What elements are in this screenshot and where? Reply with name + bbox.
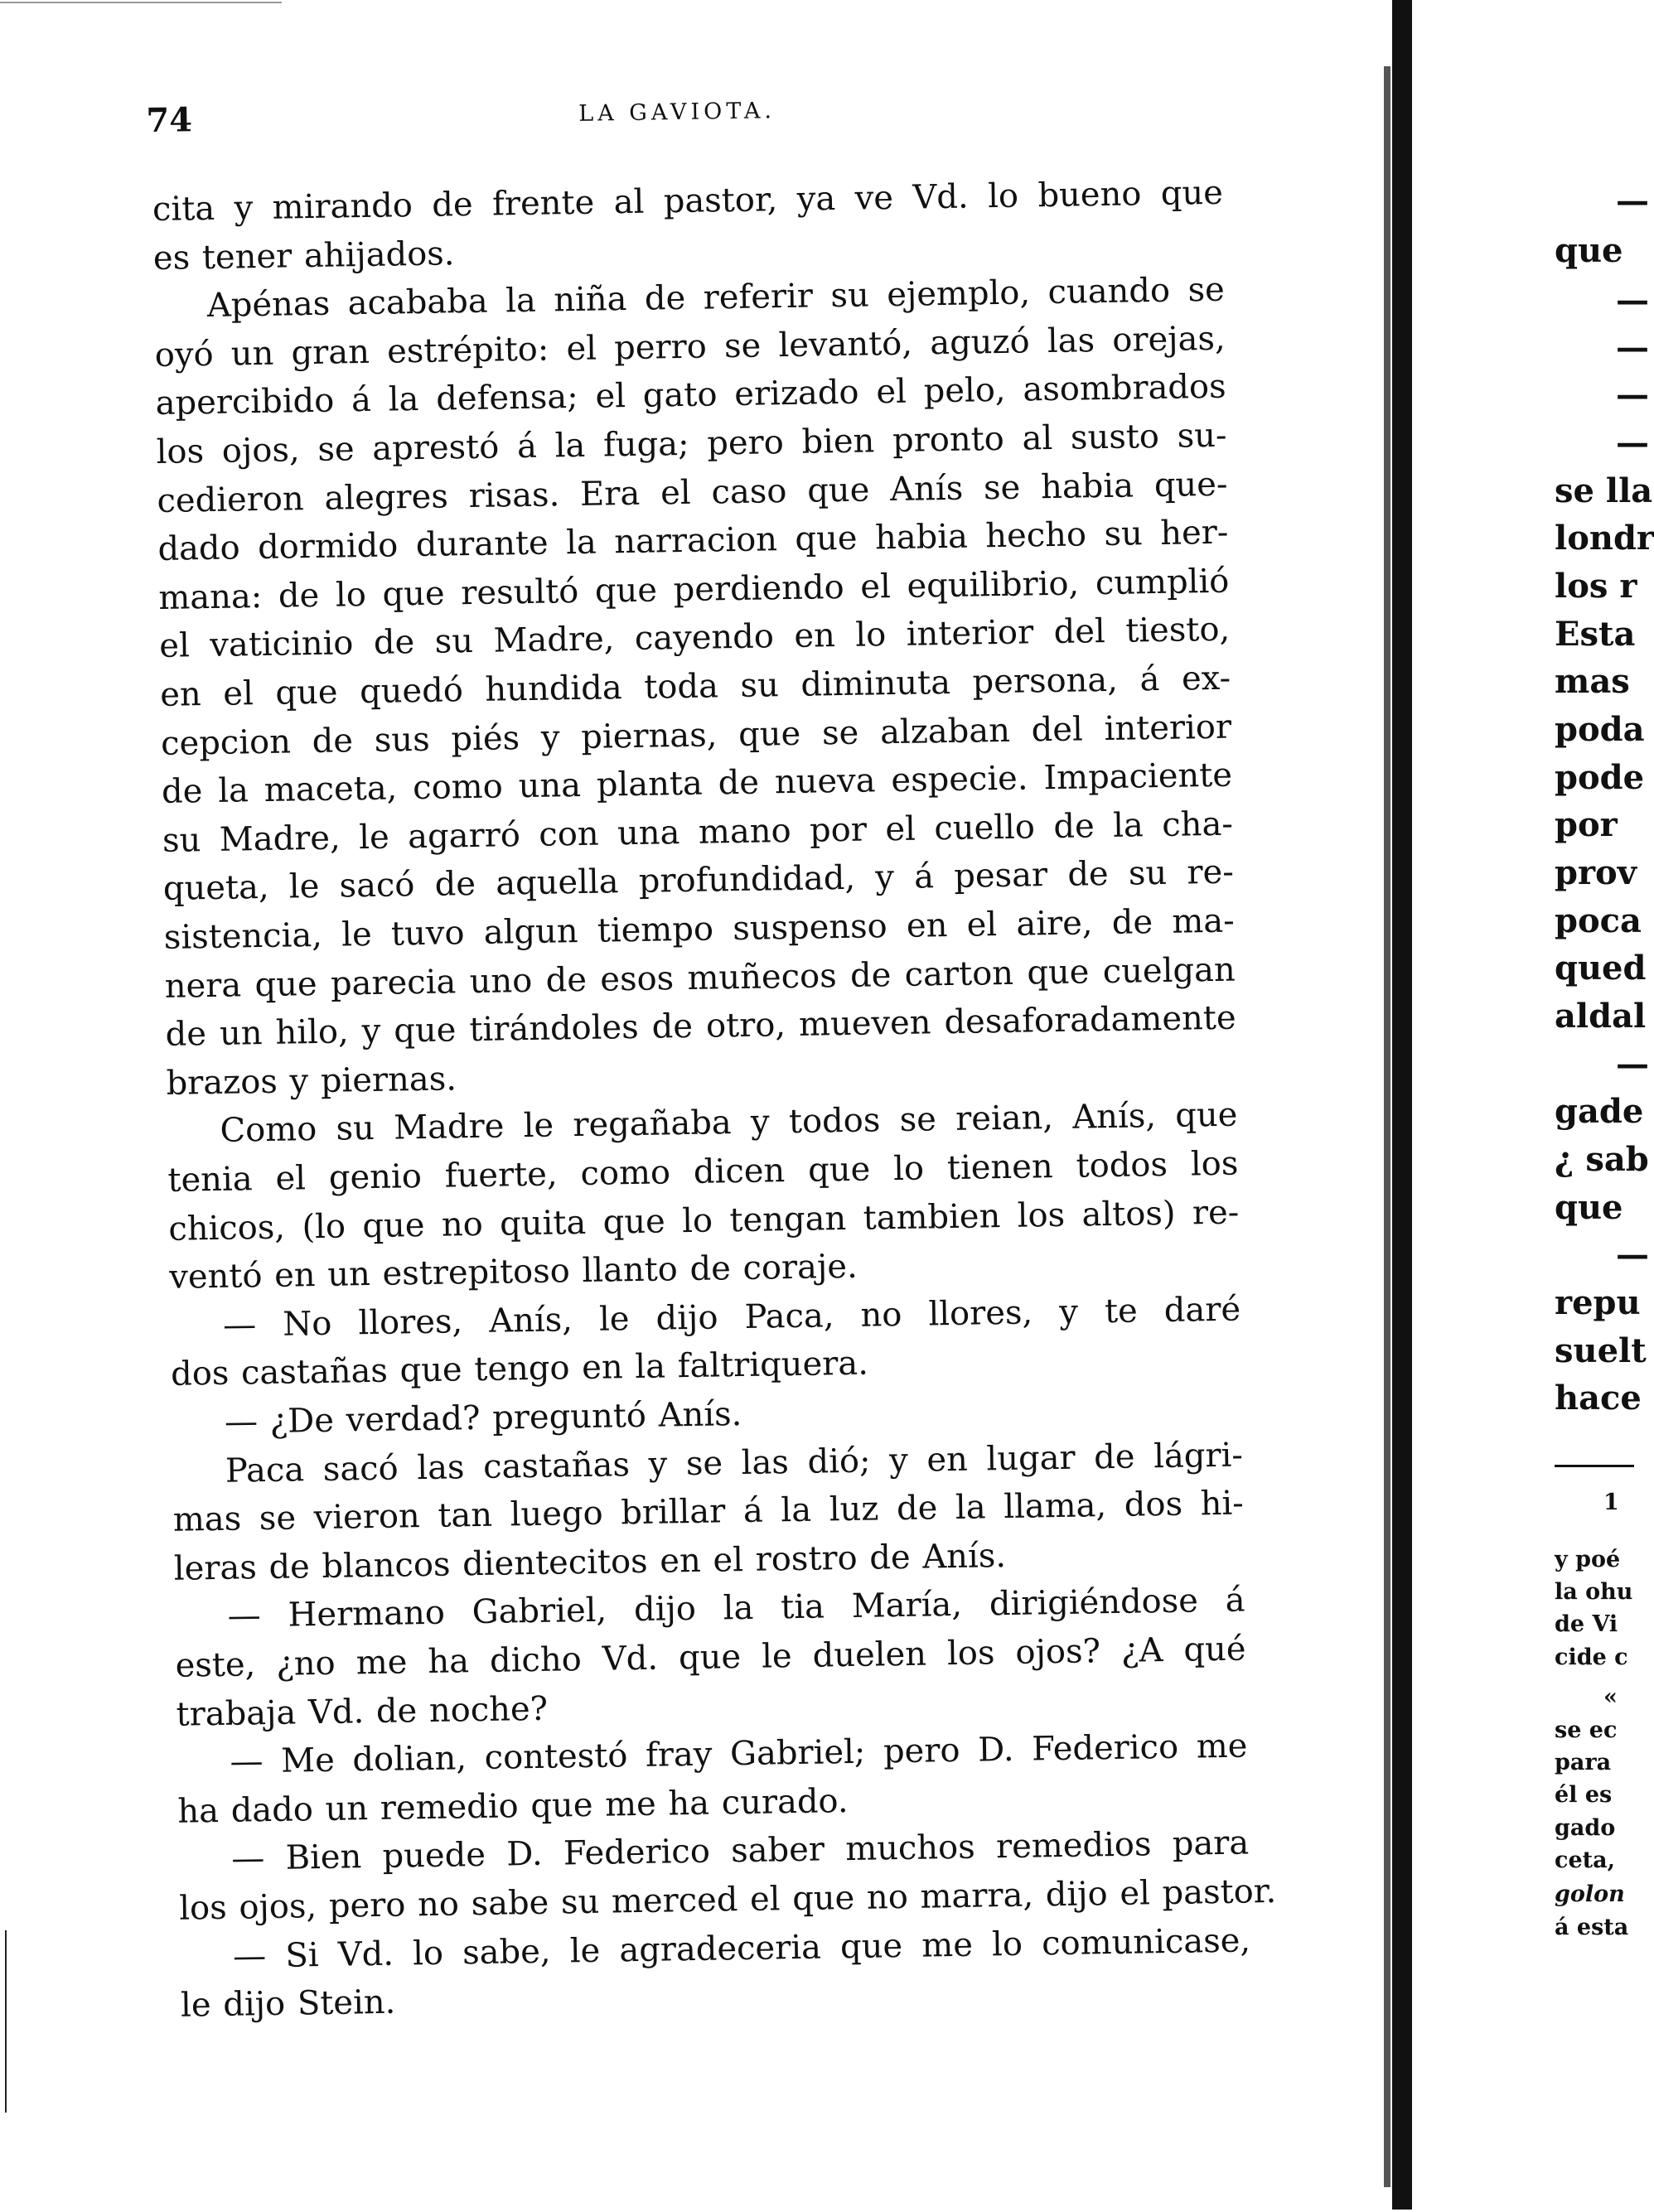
text-line: — ¿De verdad? preguntó Anís. [224,1395,742,1442]
facing-footnote-line: 1 [1603,1490,1619,1515]
text-line: cedieron alegres risas. Era el caso que Anís se habia que- [157,465,1228,520]
text-line: oyó un gran estrépito: el perro se levantó, aguzó las orejas, [154,319,1226,374]
facing-text-line: mas [1555,662,1630,701]
text-line: Apénas acababa la niña de referir su ejemplo, cuando se [206,270,1226,326]
facing-footnote-line: para [1555,1750,1612,1775]
facing-text-line: se lla [1555,471,1653,510]
page-curl-edge [5,1930,7,2113]
facing-footnote-line: á esta [1555,1915,1629,1940]
facing-footnote-line: ceta, [1555,1847,1615,1873]
facing-text-line: qued [1555,949,1647,988]
text-line: Como su Madre le regañaba y todos se reian, Anís, que [220,1095,1238,1151]
facing-text-line: suelt [1555,1331,1647,1370]
facing-text-line: — [1616,281,1649,320]
text-line: chicos, (lo que no quita que lo tengan tambien los altos) re- [168,1193,1240,1248]
text-line: apercibido á la defensa; el gato erizado el pelo, asombrados [155,368,1226,423]
text-line: trabaja Vd. de noche? [176,1689,549,1734]
facing-footnote-line: él es [1555,1782,1613,1808]
text-line: — Me dolian, contestó fray Gabriel; pero D. Federico me [230,1727,1248,1781]
running-head: LA GAVIOTA. [578,98,776,127]
facing-text-line: — [1616,328,1649,367]
text-line: este, ¿no me ha dicho Vd. que le duelen los ojos? ¿A qué [175,1630,1246,1685]
text-line: queta, le sacó de aquella profundidad, y á pesar de su re- [162,852,1235,909]
text-line: mana: de lo que resultó que perdiendo el equilibrio, cumplió [158,562,1230,617]
text-line: mas se vieron tan luego brillar á la luz de la llama, dos hi- [172,1484,1245,1539]
text-line: dos castañas que tengo en la faltriquera. [170,1344,869,1394]
text-line: nera que parecia uno de esos muñecos de carton que cuelgan [164,950,1236,1006]
text-line: el vaticinio de su Madre, cayendo en lo interior del tiesto, [158,611,1231,666]
text-line: ventó en un estrepitoso llanto de coraje. [168,1247,858,1297]
facing-text-line: gade [1555,1092,1644,1131]
facing-text-line: — [1616,1235,1649,1274]
facing-footnote-line: y poé [1555,1547,1621,1572]
facing-text-line: pode [1555,758,1645,797]
facing-text-line: por [1555,805,1618,844]
book-binding-gutter [1392,0,1412,2210]
facing-text-line: ¿ sab [1555,1140,1649,1179]
text-line: tenia el genio fuerte, como dicen que lo tienen todos los [167,1144,1239,1200]
text-line: — Hermano Gabriel, dijo la tia María, dirigiéndose á [227,1581,1245,1636]
facing-text-line: — [1616,1045,1649,1084]
text-line: ha dado un remedio que me ha curado. [177,1781,849,1831]
facing-text-line: que [1555,1188,1623,1227]
text-line: es tener ahijados. [152,234,455,278]
facing-text-line: — [1616,375,1649,414]
text-line: de un hilo, y que tirándoles de otro, mueven desaforadamente [165,998,1236,1055]
binding-shadow [1384,66,1390,2187]
text-line: — Bien puede D. Federico saber muchos remedios para [230,1823,1250,1879]
text-line: dado dormido durante la narracion que habia hecho su her- [157,513,1229,569]
text-line: cepcion de sus piés y piernas, que se alzaban del interior [160,708,1232,763]
facing-footnote-line: de Vi [1555,1611,1618,1637]
text-line: le dijo Stein. [180,1983,396,2025]
text-line: brazos y piernas. [166,1060,457,1103]
facing-footnote-line: « [1603,1684,1618,1710]
facing-footnote-line: cide c [1555,1645,1628,1670]
text-line: los ojos, pero no sabe su merced el que no marra, dijo el pastor. [178,1872,1277,1928]
facing-text-line: poda [1555,710,1645,749]
text-line: — No llores, Anís, le dijo Paca, no llores, y te daré [222,1290,1241,1345]
facing-text-line: que [1555,231,1623,270]
facing-text-line: londr [1555,519,1654,558]
text-line: en el que quedó hundida toda su diminuta persona, á ex- [159,659,1231,714]
facing-text-line: los r [1555,567,1637,606]
text-line: — Si Vd. lo sabe, le agradeceria que me lo comunicase, [232,1921,1251,1976]
facing-text-line: hace [1555,1379,1642,1418]
facing-text-line: — [1616,181,1649,220]
text-line: de la maceta, como una planta de nueva especie. Impaciente [161,756,1233,812]
facing-text-line: prov [1555,853,1637,892]
facing-footnote-line: se ec [1555,1717,1618,1743]
facing-footnote-line: la ohu [1555,1579,1633,1605]
text-line: Paca sacó las castañas y se las dió; y en lugar de lágri- [225,1436,1244,1490]
facing-text-line: poca [1555,901,1642,940]
text-line: cita y mirando de frente al pastor, ya ve Vd. lo bueno que [152,173,1224,229]
facing-text-line: — [1616,423,1649,462]
facing-footnote-line: gado [1555,1815,1616,1841]
page-number: 74 [145,100,193,141]
text-line: sistencia, le tuvo algun tiempo suspenso en el aire, de ma- [163,901,1236,957]
text-line: leras de blancos dientecitos en el rostro de Anís. [173,1536,1007,1588]
footnote-rule [1555,1465,1634,1467]
facing-text-line: repu [1555,1283,1641,1322]
facing-text-line: Esta [1555,615,1636,654]
facing-footnote-line: golon [1555,1881,1625,1907]
text-line: su Madre, le agarró con una mano por el cuello de la cha- [162,804,1234,860]
facing-text-line: aldal [1555,997,1647,1036]
text-line: los ojos, se aprestó á la fuga; pero bien pronto al susto su- [156,416,1227,471]
